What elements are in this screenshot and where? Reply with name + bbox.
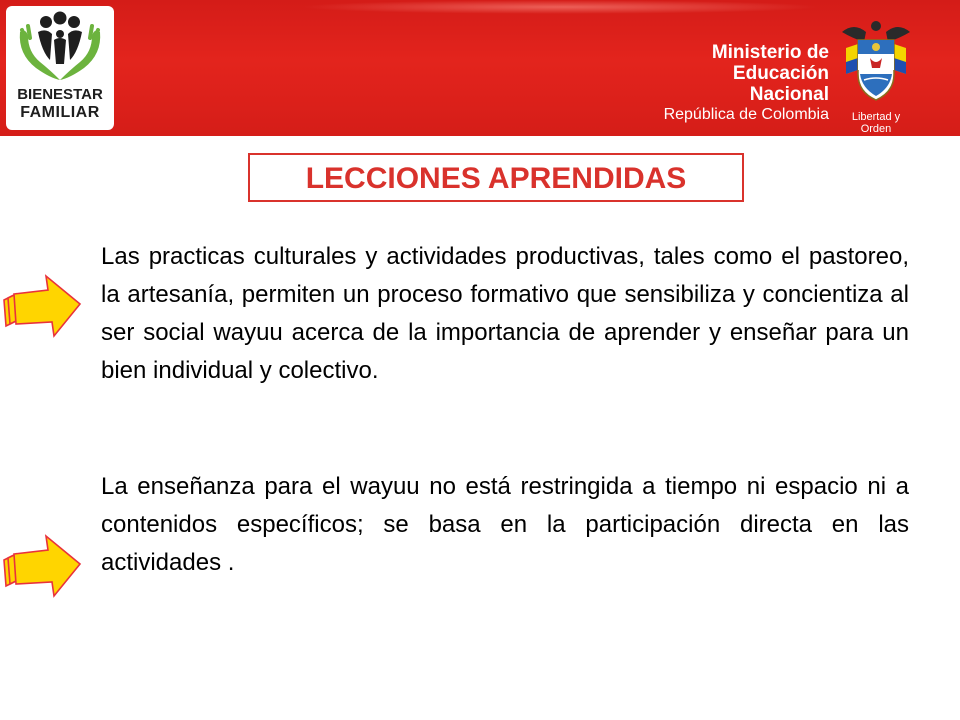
family-hands-icon — [16, 10, 104, 88]
ministry-line-2: Educación Nacional — [732, 63, 829, 105]
slide-title: LECCIONES APRENDIDAS — [305, 162, 687, 195]
ministry-line-1: Ministerio de — [711, 42, 829, 63]
bienestar-familiar-logo — [6, 6, 114, 130]
ministry-name — [655, 42, 829, 125]
logo-text-familiar: FAMILIAR — [20, 104, 100, 121]
shield-emblem — [840, 18, 912, 110]
logo-text-bienestar: BIENESTAR — [17, 86, 103, 103]
header-banner — [0, 0, 960, 136]
slide-title-box — [248, 153, 744, 202]
paragraph-ensenanza-wayuu: La enseñanza para el wayuu no está restringida a tiempo ni espacio ni a contenidos específicos; se basa en la participación directa en las actividades . — [101, 473, 909, 576]
header-sheen — [300, 0, 820, 14]
arrow-right-icon — [2, 272, 86, 344]
arrow-right-icon — [2, 532, 86, 604]
ministry-logo — [655, 18, 955, 135]
coat-of-arms-icon — [840, 18, 950, 135]
ministry-line-3: República de Colombia — [663, 106, 829, 123]
motto-text: Libertad y Orden — [851, 111, 901, 135]
paragraph-practicas-culturales: Las practicas culturales y actividades productivas, tales como el pastoreo, la artesanía, permiten un proceso formativo que sensibiliza y concientiza al ser social wayuu acerca de la importancia de aprender y enseñar para un bien individual y colectivo. — [101, 243, 909, 384]
